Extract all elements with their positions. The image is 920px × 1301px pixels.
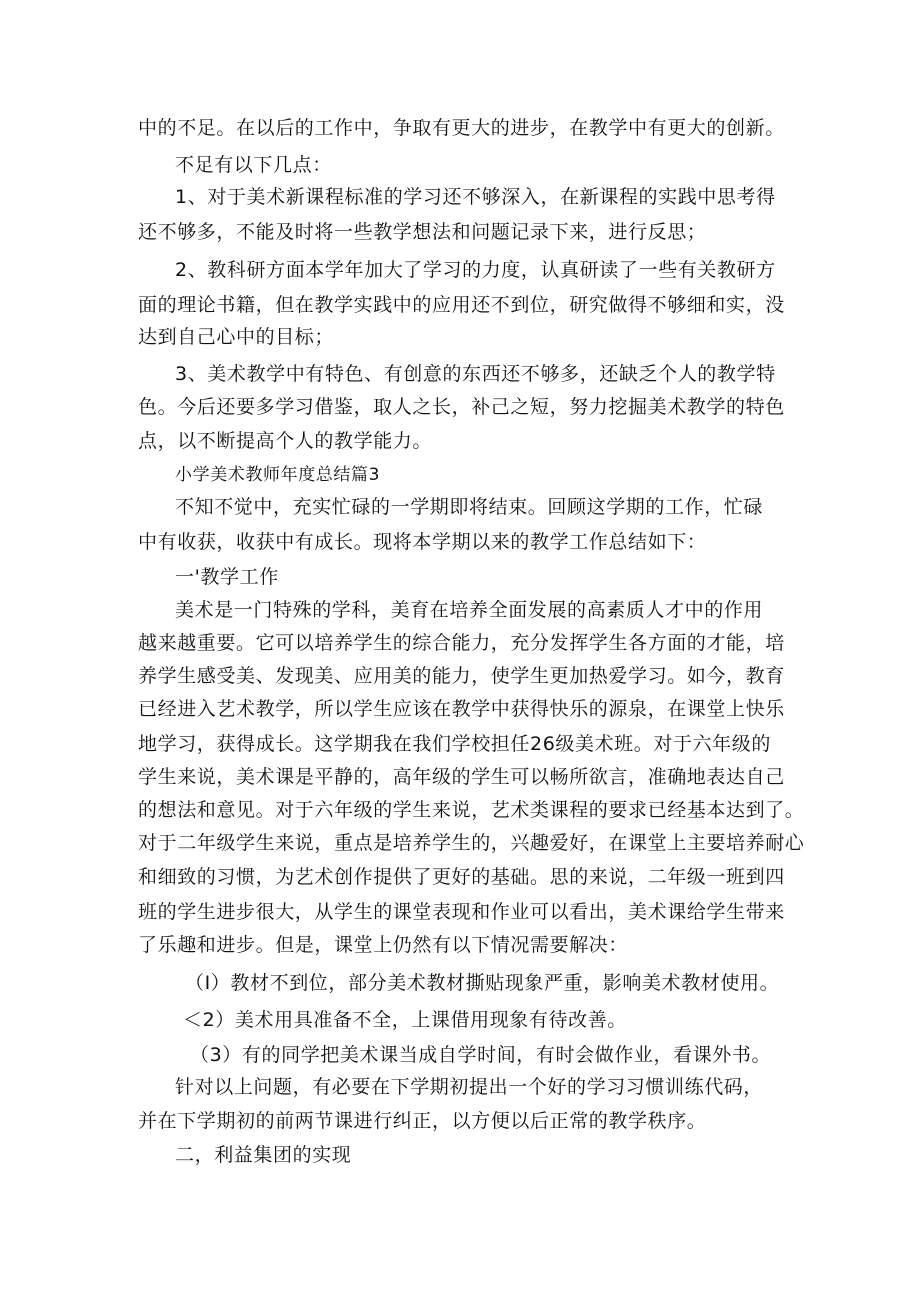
list-item-2: 2、教科研方面本学年加大了学习的力度，认真研读了一些有关教研方 bbox=[175, 259, 776, 281]
text-line: 色。今后还要多学习借鉴，取人之长，补己之短，努力挖掘美术教学的特色 bbox=[138, 396, 785, 418]
text-line: 中有收获，收获中有成长。现将本学期以来的教学工作总结如下： bbox=[138, 531, 707, 553]
list-item-3: 3、美术教学中有特色、有创意的东西还不够多，还缺乏个人的教学特 bbox=[175, 363, 776, 385]
text-line: 不足有以下几点： bbox=[175, 154, 332, 176]
section-heading: 小学美术教师年度总结篇3 bbox=[175, 465, 381, 485]
text-line: 针对以上问题，有必要在下学期初提出一个好的学习习惯训练代码， bbox=[175, 1076, 764, 1098]
issue-item-3: （3）有的同学把美术课当成自学时间，有时会做作业，看课外书。 bbox=[190, 1044, 772, 1066]
text-line: 并在下学期初的前两节课进行纠正，以方便以后正常的教学秩序。 bbox=[138, 1110, 707, 1132]
text-line: 学生来说，美术课是平静的，高年级的学生可以畅所欲言，准确地表达自己 bbox=[138, 766, 785, 788]
text-line: 中的不足。在以后的工作中，争取有更大的进步，在教学中有更大的创新。 bbox=[138, 117, 785, 139]
text-line: 和细致的习惯，为艺术创作提供了更好的基础。思的来说，二年级一班到四 bbox=[138, 866, 785, 888]
text-line: 养学生感受美、发现美、应用美的能力，使学生更加热爱学习。如今，教育 bbox=[138, 665, 785, 687]
text-line: 已经进入艺术教学，所以学生应该在教学中获得快乐的源泉，在课堂上快乐 bbox=[138, 698, 785, 720]
text-line: 面的理论书籍，但在教学实践中的应用还不到位，研究做得不够细和实，没 bbox=[138, 294, 785, 316]
text-line: 点，以不断提高个人的教学能力。 bbox=[138, 430, 433, 452]
text-line: 美术是一门特殊的学科，美育在培养全面发展的高素质人才中的作用 bbox=[175, 599, 764, 621]
subsection-heading: 二，利益集团的实现 bbox=[175, 1144, 352, 1166]
text-line: 的想法和意见。对于六年级的学生来说，艺术类课程的要求已经基本达到了。 bbox=[138, 799, 805, 821]
text-line: 班的学生进步很大，从学生的课堂表现和作业可以看出，美术课给学生带来 bbox=[138, 901, 785, 923]
text-line: 对于二年级学生来说，重点是培养学生的，兴趣爱好，在课堂上主要培养耐心 bbox=[138, 832, 805, 854]
text-line: 了乐趣和进步。但是，课堂上仍然有以下情况需要解决： bbox=[138, 934, 629, 956]
issue-item-1: （I）教材不到位，部分美术教材撕贴现象严重，影响美术教材使用。 bbox=[185, 972, 780, 994]
text-line: 不知不觉中，充实忙碌的一学期即将结束。回顾这学期的工作，忙碌 bbox=[175, 496, 764, 518]
text-line: 地学习，获得成长。这学期我在我们学校担任26级美术班。对于六年级的 bbox=[138, 733, 771, 755]
list-item-1: 1、对于美术新课程标准的学习还不够深入，在新课程的实践中思考得 bbox=[175, 186, 776, 208]
text-line: 越来越重要。它可以培养学生的综合能力，充分发挥学生各方面的才能，培 bbox=[138, 632, 785, 654]
subsection-heading: 一'教学工作 bbox=[175, 566, 279, 588]
text-line: 还不够多，不能及时将一些教学想法和问题记录下来，进行反思； bbox=[138, 221, 707, 243]
issue-item-2: ＜2）美术用具准备不全，上课借用现象有待改善。 bbox=[183, 1009, 627, 1031]
text-line: 达到自己心中的目标； bbox=[138, 326, 335, 348]
